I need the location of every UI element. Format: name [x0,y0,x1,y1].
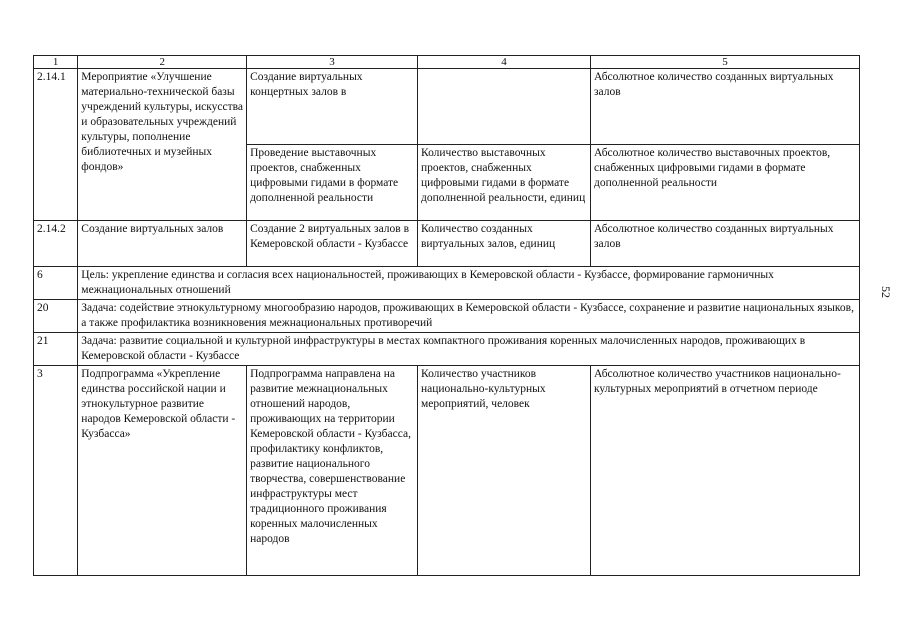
method-cell: Абсолютное количество выставочных проектов, снабженных цифровыми гидами в формате дополненной реальности [590,145,859,221]
row-number: 6 [34,267,78,300]
page-number: 52 [879,286,893,298]
table-row [34,267,860,300]
header-cell: 4 [417,56,590,69]
header-cell: 5 [590,56,859,69]
header-cell: 2 [78,56,247,69]
measure-cell: Создание виртуальных залов [78,221,247,267]
method-cell: Абсолютное количество участников национально-культурных мероприятий в отчетном периоде [590,366,859,576]
measure-cell: Подпрограмма «Укрепление единства российской нации и этнокультурное развитие народов Кемеровской области - Кузбасса» [78,366,247,576]
indicator-cell: Количество выставочных проектов, снабженных цифровыми гидами в формате дополненной реальности, единиц [417,145,590,221]
indicator-cell [417,69,590,145]
table-row [34,221,860,267]
method-cell: Абсолютное количество созданных виртуальных залов [590,69,859,145]
row-number: 2.14.2 [34,221,78,267]
table-row [34,300,860,333]
goal-cell: Цель: укрепление единства и согласия всех национальностей, проживающих в Кемеровской области - Кузбассе, формирование гармоничных межнациональных отношений [78,267,860,300]
indicator-cell: Количество созданных виртуальных залов, единиц [417,221,590,267]
header-cell: 1 [34,56,78,69]
table-row [34,69,860,145]
direction-cell: Создание виртуальных концертных залов в [247,69,418,145]
indicator-cell: Количество участников национально-культурных мероприятий, человек [417,366,590,576]
direction-cell: Проведение выставочных проектов, снабженных цифровыми гидами в формате дополненной реальности [247,145,418,221]
measure-cell: Мероприятие «Улучшение материально-технической базы учреждений культуры, искусства и образовательных учреждений культуры, пополнение библиотечных и музейных фондов» [78,69,247,221]
header-cell: 3 [247,56,418,69]
indicators-table [33,55,860,576]
row-number: 21 [34,333,78,366]
task-cell: Задача: развитие социальной и культурной инфраструктуры в местах компактного проживания коренных малочисленных народов, проживающих в Кемеровской области - Кузбассе [78,333,860,366]
direction-cell: Создание 2 виртуальных залов в Кемеровской области - Кузбассе [247,221,418,267]
method-cell: Абсолютное количество созданных виртуальных залов [590,221,859,267]
table-header-row [34,56,860,69]
table-row [34,333,860,366]
task-cell: Задача: содействие этнокультурному многообразию народов, проживающих в Кемеровской области - Кузбассе, сохранение и развитие национальных языков, а также профилактика возникновения межнациональных противоречий [78,300,860,333]
table-row [34,366,860,576]
row-number: 20 [34,300,78,333]
row-number: 3 [34,366,78,576]
direction-cell: Подпрограмма направлена на развитие межнациональных отношений народов, проживающих на территории Кемеровской области - Кузбасса, профилактику конфликтов, развитие национального творчества, совершенствование инфраструктуры мест традиционного проживания коренных малочисленных народов [247,366,418,576]
row-number: 2.14.1 [34,69,78,221]
